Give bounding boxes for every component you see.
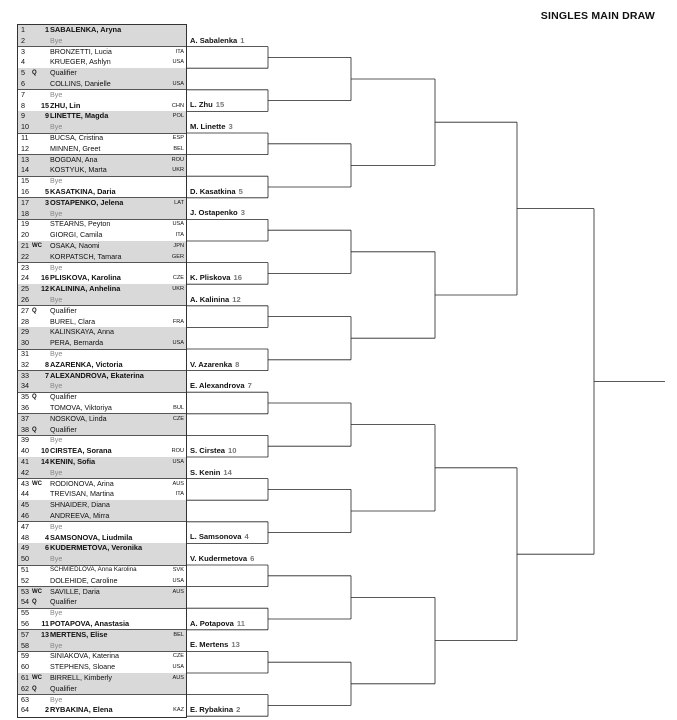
draw-position: 45	[21, 500, 29, 510]
draw-position: 29	[21, 327, 29, 337]
country-code: CZE	[172, 275, 184, 282]
player-name: SABALENKA, Aryna	[50, 25, 122, 34]
winner-seed: 6	[250, 554, 255, 563]
draw-position: 42	[21, 467, 29, 477]
draw-position: 55	[21, 608, 29, 618]
draw-position: 8	[21, 100, 25, 110]
winner-name: D. Kasatkina	[190, 186, 236, 196]
seed-number: 12	[41, 284, 49, 294]
entry-status: Q	[32, 685, 37, 692]
player-name: Bye	[50, 467, 63, 477]
winner-seed: 15	[215, 100, 225, 110]
seed-number: 1	[45, 25, 49, 34]
player-name: TOMOVA, Viktoriya	[50, 403, 112, 412]
draw-position: 25	[21, 284, 29, 294]
player-name: Bye	[50, 349, 63, 358]
seed-number: 9	[45, 111, 49, 121]
country-code: USA	[172, 664, 184, 671]
player-name: SCHMIEDLOVA, Anna Karolina	[50, 566, 137, 573]
player-name: KALININA, Anhelina	[50, 284, 121, 294]
draw-position: 41	[21, 457, 29, 466]
winner-seed: 11	[236, 618, 245, 628]
winner-seed: 8	[235, 359, 240, 369]
country-code: CZE	[172, 653, 184, 660]
player-name: CIRSTEA, Sorana	[50, 446, 112, 456]
draw-position: 44	[21, 489, 29, 499]
player-name: Bye	[50, 694, 63, 704]
player-name: AZARENKA, Victoria	[50, 359, 123, 369]
winner-name: M. Linette	[190, 122, 226, 131]
draw-position: 54	[21, 597, 29, 607]
player-name: Bye	[50, 608, 63, 618]
winner-seed: 10	[228, 446, 237, 455]
country-code: KAZ	[173, 707, 184, 714]
country-code: UKR	[172, 167, 184, 174]
player-name: Qualifier	[50, 683, 77, 693]
entry-status: WC	[32, 675, 42, 681]
country-code: JPN	[173, 243, 184, 249]
draw-position: 33	[21, 370, 29, 380]
draw-position: 34	[21, 381, 29, 391]
draw-position: 31	[21, 349, 29, 358]
player-name: RODIONOVA, Arina	[50, 478, 114, 488]
winner-seed: 3	[240, 208, 245, 218]
draw-position: 13	[21, 154, 29, 164]
draw-position: 30	[21, 338, 29, 348]
country-code: CZE	[172, 415, 184, 422]
winner-name: S. Kenin	[190, 467, 221, 477]
entry-status: Q	[32, 426, 37, 433]
country-code: BEL	[173, 631, 184, 638]
country-code: USA	[172, 81, 184, 87]
player-name: Bye	[50, 122, 63, 132]
player-name: Bye	[50, 35, 63, 45]
winner-seed: 1	[240, 35, 245, 45]
draw-position: 32	[21, 359, 29, 369]
country-code: LAT	[174, 199, 184, 206]
player-name: TREVISAN, Martina	[50, 489, 114, 499]
draw-position: 52	[21, 575, 29, 585]
country-code: AUS	[172, 675, 184, 681]
player-name: SAMSONOVA, Liudmila	[50, 532, 133, 542]
winner-name: A. Kalinina	[190, 294, 230, 304]
country-code: AUS	[172, 588, 184, 595]
winner-name: E. Alexandrova	[190, 381, 245, 391]
player-name: DOLEHIDE, Caroline	[50, 575, 118, 585]
player-name: Bye	[50, 89, 63, 99]
country-code: ROU	[171, 156, 184, 163]
draw-position: 43	[21, 478, 29, 488]
winner-name: S. Cirstea	[190, 446, 226, 455]
country-code: ITA	[175, 491, 184, 498]
player-name: POTAPOVA, Anastasia	[50, 619, 130, 628]
player-name: LINETTE, Magda	[50, 111, 109, 121]
player-name: Qualifier	[50, 68, 77, 78]
country-code: AUS	[172, 480, 184, 487]
draw-position: 48	[21, 532, 29, 542]
seed-number: 11	[41, 619, 49, 628]
winner-name: L. Zhu	[190, 100, 213, 110]
draw-position: 47	[21, 521, 29, 531]
draw-position: 6	[21, 79, 25, 88]
player-name: NOSKOVA, Linda	[50, 413, 107, 423]
draw-position: 7	[21, 89, 25, 99]
country-code: USA	[172, 59, 184, 66]
winner-name: A. Sabalenka	[190, 35, 238, 45]
winner-name: E. Rybakina	[190, 705, 234, 715]
winner-seed: 4	[244, 532, 249, 542]
seed-number: 8	[45, 359, 49, 369]
player-name: Bye	[50, 208, 63, 218]
winner-seed: 5	[238, 186, 243, 196]
draw-position: 9	[21, 111, 25, 121]
country-code: BUL	[173, 405, 184, 411]
entry-status: Q	[32, 599, 37, 606]
draw-position: 49	[21, 543, 29, 553]
seed-number: 15	[41, 100, 49, 110]
country-code: SVK	[172, 567, 184, 573]
country-code: ROU	[171, 448, 184, 455]
draw-position: 35	[21, 392, 29, 402]
player-name: COLLINS, Danielle	[50, 79, 111, 88]
player-name: BIRRELL, Kimberly	[50, 673, 112, 682]
country-code: ITA	[175, 48, 184, 55]
player-name: KASATKINA, Daria	[50, 187, 116, 196]
winner-name: A. Potapova	[190, 618, 234, 628]
draw-position: 18	[21, 208, 29, 218]
country-code: USA	[172, 459, 184, 465]
player-name: Qualifier	[50, 392, 77, 402]
player-name: Qualifier	[50, 305, 77, 315]
draw-position: 61	[21, 673, 29, 682]
draw-position: 26	[21, 295, 29, 304]
draw-position: 40	[21, 446, 29, 456]
player-name: ANDREEVA, Mirra	[50, 511, 110, 520]
player-name: KUDERMETOVA, Veronika	[50, 543, 143, 553]
entry-status: WC	[32, 243, 42, 249]
draw-position: 14	[21, 165, 29, 175]
player-name: ALEXANDROVA, Ekaterina	[50, 370, 144, 380]
player-name: Bye	[50, 640, 63, 650]
country-code: USA	[172, 577, 184, 584]
draw-position: 50	[21, 554, 29, 564]
country-code: BEL	[173, 145, 184, 152]
winner-seed: 7	[247, 381, 252, 391]
player-name: KENIN, Sofia	[50, 457, 96, 466]
draw-position: 53	[21, 586, 29, 596]
winner-seed: 14	[223, 467, 232, 477]
draw-position: 62	[21, 683, 29, 693]
seed-number: 13	[41, 629, 49, 639]
draw-position: 2	[21, 35, 25, 45]
country-code: ESP	[172, 135, 184, 141]
draw-position: 16	[21, 187, 29, 196]
winner-seed: 2	[236, 705, 241, 715]
draw-position: 36	[21, 403, 29, 412]
entry-status: WC	[32, 480, 42, 487]
player-name: OSAKA, Naomi	[50, 241, 100, 250]
player-name: BRONZETTI, Lucia	[50, 46, 112, 56]
draw-position: 11	[21, 133, 29, 142]
winner-name: J. Ostapenko	[190, 208, 238, 218]
player-name: BUCSA, Cristina	[50, 133, 104, 142]
entry-status: Q	[32, 70, 37, 77]
winner-seed: 12	[232, 294, 241, 304]
draw-position: 56	[21, 619, 29, 628]
player-name: Bye	[50, 435, 63, 445]
seed-number: 5	[45, 187, 49, 196]
country-code: POL	[172, 113, 184, 120]
draw-position: 64	[21, 705, 29, 715]
player-name: KRUEGER, Ashlyn	[50, 57, 111, 67]
draw-position: 57	[21, 629, 29, 639]
player-name: MINNEN, Greet	[50, 143, 101, 153]
country-code: FRA	[172, 318, 184, 325]
draw-position: 27	[21, 305, 29, 315]
player-name: OSTAPENKO, Jelena	[50, 197, 124, 207]
draw-position: 21	[21, 241, 29, 250]
player-name: Qualifier	[50, 424, 77, 434]
player-name: KORPATSCH, Tamara	[50, 251, 122, 261]
player-name: SHNAIDER, Diana	[50, 500, 110, 510]
player-name: BUREL, Clara	[50, 316, 96, 326]
winner-seed: 13	[231, 640, 240, 650]
draw-position: 24	[21, 273, 29, 283]
player-name: Bye	[50, 295, 63, 304]
player-name: GIORGI, Camila	[50, 230, 103, 240]
winner-name: V. Kudermetova	[190, 554, 248, 563]
player-name: BOGDAN, Ana	[50, 154, 98, 164]
seed-number: 7	[45, 370, 49, 380]
country-code: GER	[171, 253, 184, 260]
player-name: PERA, Bernarda	[50, 338, 104, 348]
country-code: USA	[172, 221, 184, 228]
draw-position: 3	[21, 46, 25, 56]
player-name: Bye	[50, 262, 63, 272]
draw-position: 58	[21, 640, 29, 650]
seed-number: 16	[41, 273, 49, 283]
draw-position: 38	[21, 424, 29, 434]
country-code: ITA	[175, 232, 184, 239]
draw-position: 17	[21, 197, 29, 207]
entry-status: WC	[32, 588, 42, 595]
player-name: Qualifier	[50, 597, 77, 607]
player-name: Bye	[50, 554, 63, 564]
seed-number: 4	[45, 532, 49, 542]
player-name: MERTENS, Elise	[50, 629, 108, 639]
draw-position: 51	[21, 565, 29, 574]
draw-position: 22	[21, 251, 29, 261]
player-name: STEARNS, Peyton	[50, 219, 111, 229]
draw-position: 20	[21, 230, 29, 240]
draw-position: 12	[21, 143, 29, 153]
winner-seed: 3	[228, 122, 233, 131]
player-name: SAVILLE, Daria	[50, 586, 100, 596]
player-name: KALINSKAYA, Anna	[50, 327, 115, 337]
draw-position: 1	[21, 25, 25, 34]
seed-number: 3	[45, 197, 49, 207]
winner-seed: 16	[233, 273, 242, 283]
player-name: Bye	[50, 521, 63, 531]
draw-title: SINGLES MAIN DRAW	[540, 10, 655, 22]
player-name: RYBAKINA, Elena	[50, 705, 113, 715]
draw-position: 5	[21, 68, 25, 78]
seed-number: 10	[41, 446, 49, 456]
seed-number: 14	[41, 457, 49, 466]
draw-position: 19	[21, 219, 29, 229]
winner-name: V. Azarenka	[190, 359, 233, 369]
draw-position: 28	[21, 316, 29, 326]
player-name: ZHU, Lin	[50, 100, 81, 110]
draw-position: 46	[21, 511, 29, 520]
entry-status: Q	[32, 394, 37, 401]
winner-name: K. Pliskova	[190, 273, 231, 283]
draw-position: 60	[21, 662, 29, 672]
player-name: SINIAKOVA, Katerina	[50, 651, 119, 661]
country-code: USA	[172, 340, 184, 347]
country-code: CHN	[171, 102, 184, 109]
seed-number: 2	[45, 705, 49, 715]
draw-position: 15	[21, 176, 29, 186]
player-name: KOSTYUK, Marta	[50, 165, 107, 175]
seed-number: 6	[45, 543, 49, 553]
draw-position: 10	[21, 122, 29, 132]
winner-name: L. Samsonova	[190, 532, 242, 542]
draw-position: 23	[21, 262, 29, 272]
draw-position: 37	[21, 413, 29, 423]
draw-position: 63	[21, 694, 29, 704]
player-name: PLISKOVA, Karolina	[50, 273, 121, 283]
country-code: UKR	[172, 286, 184, 293]
player-name: Bye	[50, 176, 63, 186]
winner-name: E. Mertens	[190, 640, 229, 650]
draw-position: 4	[21, 57, 25, 67]
draw-position: 39	[21, 435, 29, 445]
entry-status: Q	[32, 307, 37, 314]
player-name: Bye	[50, 381, 63, 391]
player-name: STEPHENS, Sloane	[50, 662, 116, 672]
draw-position: 59	[21, 651, 29, 661]
